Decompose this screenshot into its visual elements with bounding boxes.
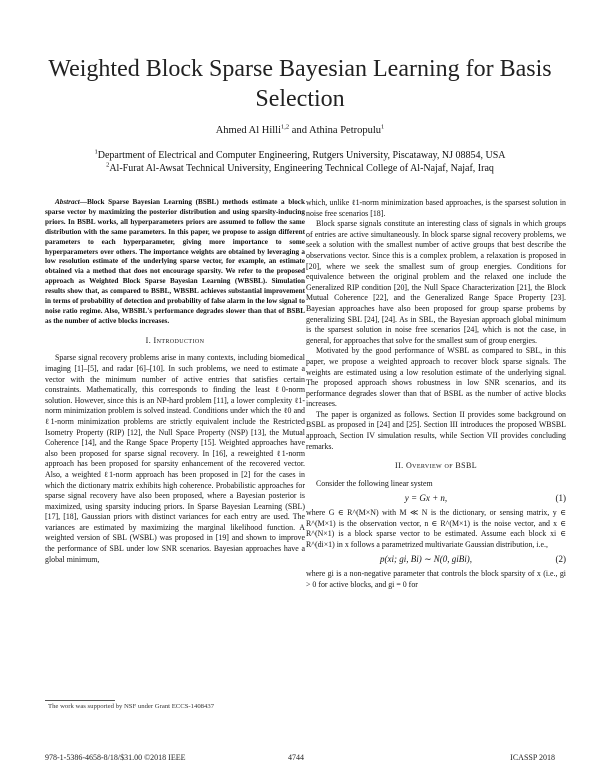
footer-isbn: 978-1-5386-4658-8/18/$31.00 ©2018 IEEE: [45, 753, 186, 762]
footer-venue: ICASSP 2018: [510, 753, 555, 762]
affiliation-sup: 1: [94, 148, 98, 156]
body-paragraph: where gi is a non-negative parameter that controls the block sparsity of x (i.e., gi > 0 for active blocks, and gi = 0 for: [306, 569, 566, 589]
author-affil-sup: 1,2: [281, 123, 290, 131]
left-column: [45, 198, 305, 565]
author-name: Athina Petropulu: [309, 125, 382, 136]
body-paragraph: Consider the following linear system: [316, 478, 433, 488]
paper-title: Weighted Block Sparse Bayesian Learning for Basis Selection: [48, 56, 552, 112]
funding-footnote: The work was supported by NSF under Grant ECCS-1408437: [48, 703, 215, 710]
equation-2: [306, 554, 566, 565]
affiliation-sup: 2: [106, 161, 110, 169]
affiliation-line: [60, 163, 540, 176]
affiliations: [60, 150, 540, 175]
author-name: Ahmed Al Hilli: [215, 125, 282, 136]
footnote-divider: [45, 700, 115, 701]
author-affil-sup: 1: [381, 123, 385, 131]
author-line: [30, 124, 570, 137]
body-paragraph: Block sparse signals constitute an interesting class of signals in which groups of entries are active simultaneously. In block sparse signal recovery problems, we seek a solution with the smallest number of active groups that best describe the observations vector. Since this is a complex problem, a relaxation is proposed in [20], where we seek the smallest sum of group energies. Conditions for equivalence between the original problem and the relaxed one include the Generalized RIP condition [20], the Null Space Characterization [21], the Block Mutual Coherence [22], and the Generalized Range Space Property [23]. Bayesian approaches have also been proposed for group sparse probems by generalizing SBL [24], [24]. As in SBL, the Bayesian approach global minimum is the sparsest solution in noise free scenarios [24], which is not the case, in general, for approaches that solve for the smallest sum of group energies.: [306, 219, 566, 345]
abstract-lead: Abstract: [55, 198, 80, 206]
body-paragraph: where G ∈ R^(M×N) with M ≪ N is the dictionary, or sensing matrix, y ∈ R^(M×1) is the observation vector, n ∈ R^(M×1) is the noise vector, and x ∈ R^(N×1) is a block sparse vector to be estimated. Assume each block xi ∈ R^(di×1) in x follows a parametrized multivariate Gaussian distribution, i.e.,: [306, 508, 566, 549]
abstract: [45, 198, 305, 327]
equation-body: y = Gx + n,: [404, 493, 448, 504]
body-paragraph: Motivated by the good performance of WSBL as compared to SBL, in this paper, we propose a weighted approach to recover block sparse signals. The weights are estimated using a low resolution estimate of the underlying signal. The proposed approach shows robustness in low SNR scenarios, and its performance degrades slower than that of BSBL as the number of active blocks increases.: [306, 346, 566, 409]
abstract-text: —Block Sparse Bayesian Learning (BSBL) methods estimate a block sparse vector by maximizing the posterior distribution and using sparsity-inducing priors. In BSBL works, all hyperparameters priors are assumed to follow the same distribution with the same parameters. In this paper, we propose to assign different parameters to each hyperparameter, giving more importance to some hyperparameters over others. The importance weights are obtained by leveraging a low resolution estimate of the underlying sparse vector, for example, an estimate obtained via a method that does not encourage sparsity. We refer to the proposed approach as Weighted Block Sparse Bayesian Learning (WBSBL). Simulation results show that, as compared to BSBL, WBSBL achieves substantial improvement in terms of probability of detection and probability of false alarm in the low signal to noise ratio regime. Also, WBSBL's performance degrades slower than that of BSBL as the number of active blocks increases.: [45, 198, 305, 325]
section-heading-introduction: I. Introduction: [145, 335, 205, 345]
right-column: [306, 198, 566, 590]
footer-page-number: 4744: [288, 753, 304, 762]
author-conjunction: and: [289, 125, 309, 136]
affiliation-text: Department of Electrical and Computer Engineering, Rutgers University, Piscataway, NJ 08854, USA: [97, 150, 506, 161]
equation-number: (1): [555, 493, 566, 504]
section-heading-overview: II. Overview of BSBL: [395, 461, 477, 471]
affiliation-line: [60, 150, 540, 163]
equation-number: (2): [555, 554, 566, 565]
equation-body: p(xi; gi, Bi) ∼ N(0, giBi),: [379, 554, 473, 565]
affiliation-text: Al-Furat Al-Awsat Technical University, Engineering Technical College of Al-Najaf, Najaf, Iraq: [109, 162, 494, 174]
equation-1: [306, 493, 566, 504]
body-paragraph: Sparse signal recovery problems arise in many contexts, including biomedical imaging [1]–[5], and radar [6]–[10]. In such problems, we need to estimate a vector with the minimum number of active entries that satisfies certain constraints. Mathematically, this corresponds to finding the least ℓ0-norm solution. However, since this is an NP-hard problem [11], a lower complexity ℓ1-norm minimization problem is solved instead. Conditions under which the ℓ0 and ℓ1-norm minimization problems are strictly equivalent include the Restricted Isometry Property (RIP) [12], the Null Space Property (NSP) [13], the Mutual Coherence [14], and the Range Space Property [15]. Weighted approaches have also been proposed for sparse signal recovery. In [16], a reweighted ℓ1-norm approach has been proposed for sparsity enhancement of the recovered vector. Also, a weighted ℓ1-norm approach has been proposed in [2] for the cases in which the dictionary matrix exhibits high coherence. Probabilistic approaches for sparse signal recovery have also been proposed, where a Bayesian posterior is maximized, using sparsity inducing priors. In Sparse Bayesian Learning (SBL) [17], [18], Gaussian priors with distinct variances for each entry are used. The variances are estimated by maximizing the marginal likelihood function. A weighted version of SBL (WSBL) was proposed in [19] and shown to improve the performance of SBL under low SNR scenarios. Bayesian approaches have a global minimum,: [45, 353, 305, 564]
body-paragraph: which, unlike ℓ1-norm minimization based approaches, is the sparsest solution in noise free scenarios [18].: [306, 198, 566, 218]
body-paragraph: The paper is organized as follows. Section II provides some background on BSBL as proposed in [24] and [25]. Section III introduces the proposed WBSBL approach, Section IV simulation results, while Section VII provides concluding remarks.: [306, 409, 566, 451]
